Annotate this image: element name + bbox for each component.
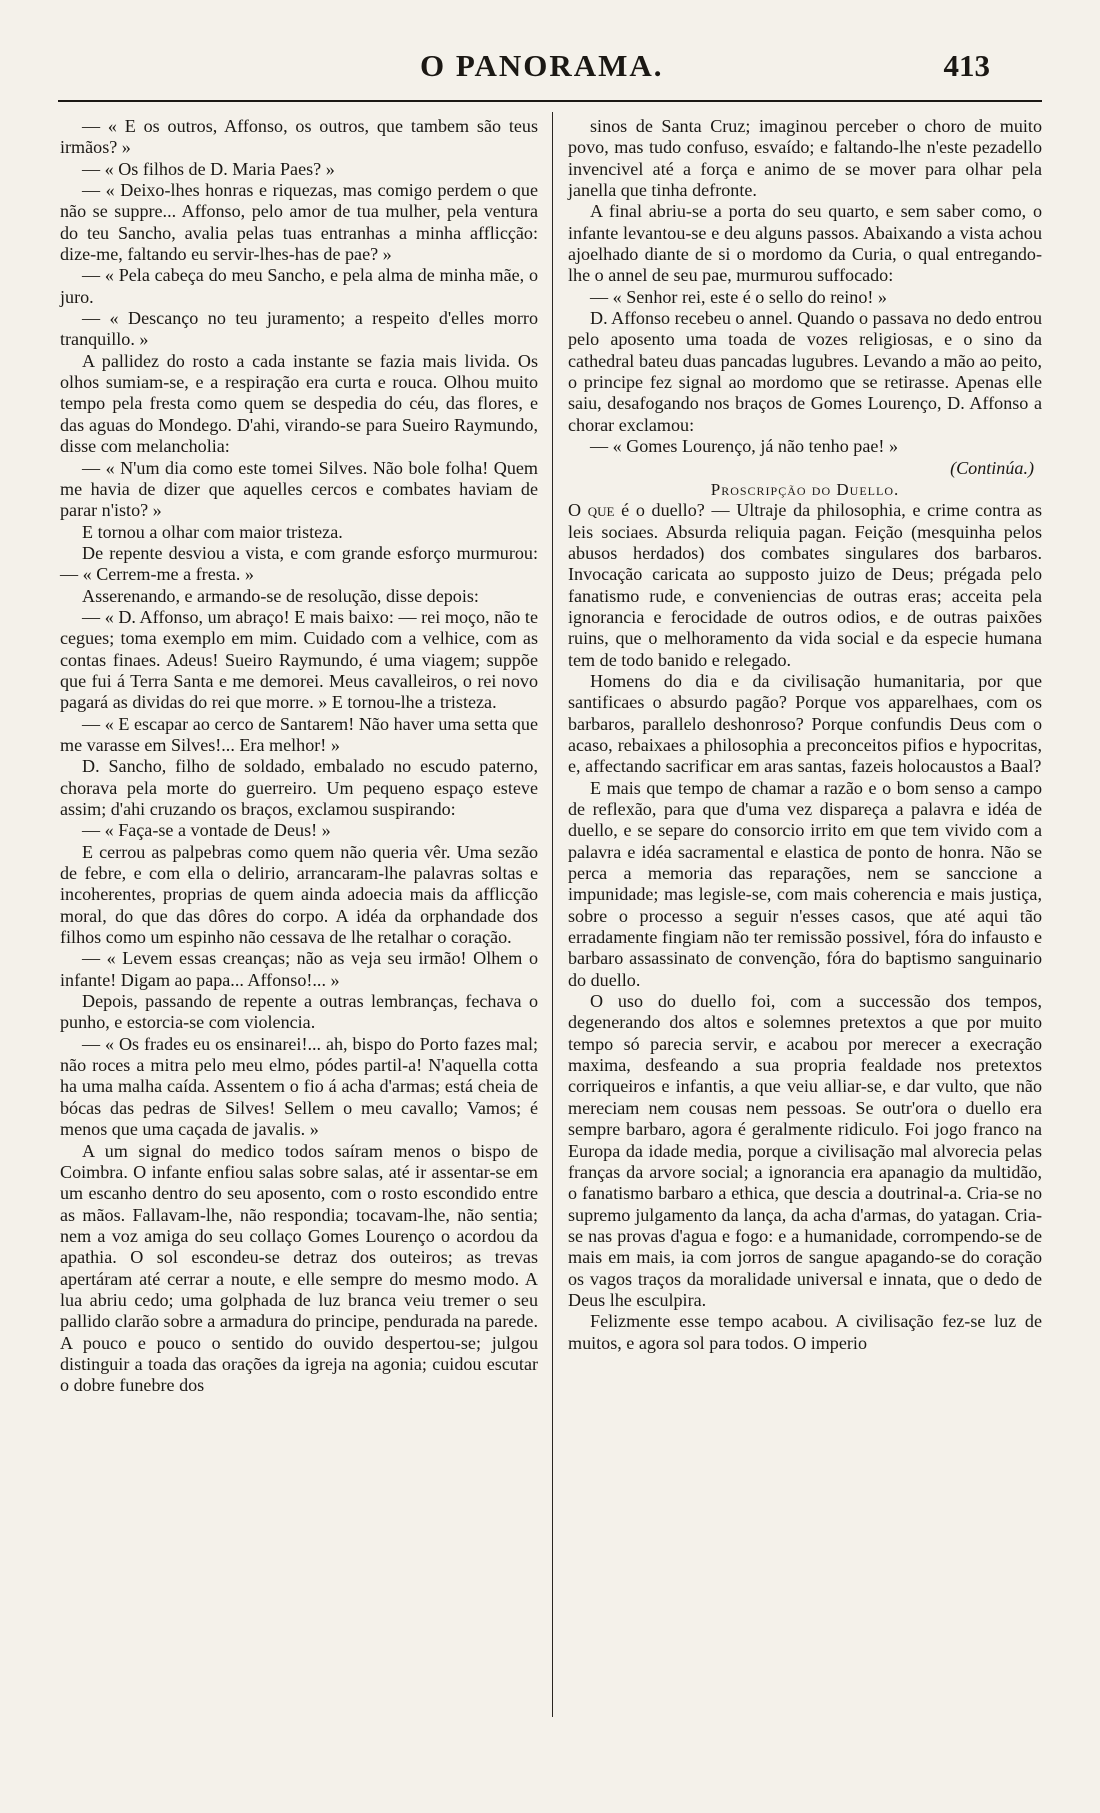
paragraph: — « Os filhos de D. Maria Paes? » [82, 158, 335, 179]
publication-title: O PANORAMA. [420, 48, 664, 83]
paragraph: A pallidez do rosto a cada instante se fazia mais livida. Os olhos sumiam-se, e a respiração era curta e rouca. Olhou muito tempo pela fresta como quem se despedia do céu, das flores, e das aguas do Mondego. D'ahi, virando-se para Sueiro Raymundo, disse com melancholia: [60, 350, 538, 457]
story-continuation [568, 116, 1042, 458]
paragraph: — « Senhor rei, este é o sello do reino! » [590, 286, 887, 307]
paragraph: — « D. Affonso, um abraço! E mais baixo: — rei moço, não te cegues; toma exemplo em mim. Cuidado com a velhice, com as contas finaes. Adeus! Sueiro Raymundo, é uma viagem; suppõe que fui á Terra Santa e me demorei. Meus cavalleiros, o rei novo pagará as dividas do rei que morre. » E tornou-lhe a tristeza. [60, 606, 538, 713]
continua-note: (Continúa.) [950, 457, 1034, 478]
paragraph: A final abriu-se a porta do seu quarto, e sem saber como, o infante levantou-se e deu alguns passos. Abaixando a vista achou ajoelhado diante de si o mordomo da Curia, o qual entregando-lhe o annel de seu pae, murmurou suffocado: [568, 201, 1042, 286]
paragraph: Homens do dia e da civilisação humanitaria, por que santificaes o absurdo pagão? Porque vos apparelhaes, com os barbaros, parallelo deshonroso? Porque confundis Deus com o acaso, rebaixaes a philosophia a preconceitos pifios e hypocritas, e, affectando sacrificar em aras santas, fazeis holocaustos a Baal? [568, 670, 1042, 777]
paragraph: O uso do duello foi, com a successão dos tempos, degenerando dos altos e solemnes pretextos a que por muito tempo só parecia servir, e acabou por merecer a execração maxima, desfeando a sua propria fealdade nos pretextos corriqueiros e infantis, a que veiu alliar-se, e dar vulto, que não mereciam nem cousas nem pessoas. Se outr'ora o duello era sempre barbaro, agora é geralmente ridiculo. Foi jogo franco na Europa da idade media, porque a civilisação mal alvorecia pelas franças da arvore social; a ignorancia era apanagio da multidão, o fanatismo barbaro a ethica, que descia a doutrinal-a. Cria-se no supremo julgamento da lança, da acha d'armas, do yatagan. Cria-se nas provas d'agua e fogo: e a humanidade, corrompendo-se de mais em mais, ia com jorros de sangue apagando-se do coração os vagos traços da moralidade universal e innata, que o dedo de Deus lhe esculpira. [568, 991, 1042, 1310]
masthead [0, 48, 1100, 96]
paragraph: E tornou a olhar com maior tristeza. [82, 521, 343, 542]
paragraph: — « Levem essas creanças; não as veja seu irmão! Olhem o infante! Digam ao papa... Affonso!... » [60, 948, 538, 990]
paragraph: — « E escapar ao cerco de Santarem! Não haver uma setta que me varasse em Silves!... Era melhor! » [60, 713, 538, 755]
paragraph: D. Sancho, filho de soldado, embalado no escudo paterno, chorava pela morte do guerreiro. Um pequeno espaço esteve assim; d'ahi cruzando os braços, exclamou suspirando: [60, 756, 538, 819]
column-divider [552, 112, 553, 1717]
paragraph: Felizmente esse tempo acabou. A civilisação fez-se luz de muitos, e agora sol para todos. O imperio [568, 1311, 1042, 1353]
right-column [568, 116, 1042, 1354]
paragraph: E mais que tempo de chamar a razão e o bom senso a campo de reflexão, para que d'uma vez dispareça a palavra e idéa de duello, e se separe do consorcio irrito em que tem vivido com a palavra e idéa sacramental e elastica de ponto de honra. Não se perca a memoria das reparações, nem se sanccione a impunidade; mas legisle-se, com mais coherencia e mais justiça, sobre o processo a seguir n'esses casos, que até aqui tão erradamente fingiam não ter remissão possivel, fóra do infausto e barbaro assassinato de convenção, fóra do baptismo sanguinario do duello. [568, 777, 1042, 990]
paragraph: — « Faça-se a vontade de Deus! » [82, 820, 331, 841]
left-column [60, 116, 538, 1397]
paragraph: A um signal do medico todos saíram menos o bispo de Coimbra. O infante enfiou salas sobre salas, até ir assentar-se em um escanho dentro do seu aposento, com o rosto escondido entre as mãos. Fallavam-lhe, não respondia; tocavam-lhe, não sentia; nem a voz amiga do seu collaço Gomes Lourenço o acordou da apathia. O sol escondeu-se detraz dos outeiros; as trevas apertáram até cerrar a noute, e elle sempre do mesmo modo. A lua abriu cedo; uma golphada de luz branca veiu tremer o seu pallido clarão sobre a armadura do principe, pendurada na parede. A pouco e pouco o sentido do ouvido despertou-se; julgou distinguir a toada das orações da igreja na agonia; cuidou escutar o dobre funebre dos [60, 1140, 538, 1396]
paragraph: — « Gomes Lourenço, já não tenho pae! » [590, 436, 899, 457]
paragraph: D. Affonso recebeu o annel. Quando o passava no dedo entrou pelo aposento uma toada de vozes religiosas, e o sino da cathedral bateu duas pancadas lugubres. Levando a mão ao peito, o principe fez signal ao mordomo que se retirasse. Apenas elle saiu, desafogando nos braços de Gomes Lourenço, D. Affonso a chorar exclamou: [568, 308, 1042, 435]
paragraph: sinos de Santa Cruz; imaginou perceber o choro de muito povo, mas tudo confuso, esvaído; e faltando-lhe n'este pezadello invencivel até a força e animo de se mover para olhar pela janella que tinha defronte. [568, 116, 1042, 201]
paragraph: — « Deixo-lhes honras e riquezas, mas comigo perdem o que não se suppre... Affonso, pelo amor de tua mulher, pela ventura do teu Sancho, avalia pelas tuas entranhas a minha afflicção: dize-me, faltando eu servir-lhes-has de pae? » [60, 180, 538, 265]
paragraph: — « Os frades eu os ensinarei!... ah, bispo do Porto fazes mal; não roces a mitra pelo meu elmo, pódes partil-a! N'aquella cotta ha uma malha caída. Assentem o fio á acha d'armas; está cheia de bócas das pedras de Silves! Sellem o meu cavallo; Vamos; é menos que uma caçada de javalis. » [60, 1033, 538, 1140]
section-body [568, 671, 1042, 1354]
paragraph: E cerrou as palpebras como quem não queria vêr. Uma sezão de febre, e com ella o delirio, arrancaram-lhe palavras soltas e incoherentes, proprias de quem ainda adoecia mais da afflicção moral, do que das dôres do corpo. A idéa da orphandade dos filhos como um espinho não cessava de lhe retalhar o coração. [60, 841, 538, 948]
header-rule [58, 100, 1042, 102]
section-opening-words: O que [568, 500, 615, 521]
section-title: Proscripção do Duello. [710, 479, 900, 499]
page-number: 413 [943, 48, 990, 83]
paragraph: De repente desviou a vista, e com grande esforço murmurou: — « Cerrem-me a fresta. » [60, 542, 538, 585]
paragraph: — « Pela cabeça do meu Sancho, e pela alma de minha mãe, o juro. [60, 265, 538, 307]
paragraph: Depois, passando de repente a outras lembranças, fechava o punho, e estorcia-se com violencia. [60, 991, 538, 1033]
paragraph: Asserenando, e armando-se de resolução, disse depois: [82, 585, 479, 606]
section-first-paragraph-text: é o duello? — Ultraje da philosophia, e crime contra as leis sociaes. Absurda reliquia pagan. Feição (mesquinha pelos abusos herdados) dos combates singulares dos barbaros. Invocação caricata ao supposto juizo de Deus; prégada pelo fanatismo rude, e conveniencias de outras eras; acceita pela ignorancia e ferocidade de outros odios, e de outras paixões ruins, que o melhoramento da vida social e da especie humana tem de todo banido e relegado. [568, 500, 1042, 670]
paragraph: — « N'um dia como este tomei Silves. Não bole folha! Quem me havia de dizer que aquelles cercos e combates haviam de parar n'isto? » [60, 457, 538, 521]
paragraph: — « E os outros, Affonso, os outros, que tambem são teus irmãos? » [60, 116, 538, 158]
paragraph: — « Descanço no teu juramento; a respeito d'elles morro tranquillo. » [60, 308, 538, 350]
section-first-paragraph [568, 500, 1042, 671]
